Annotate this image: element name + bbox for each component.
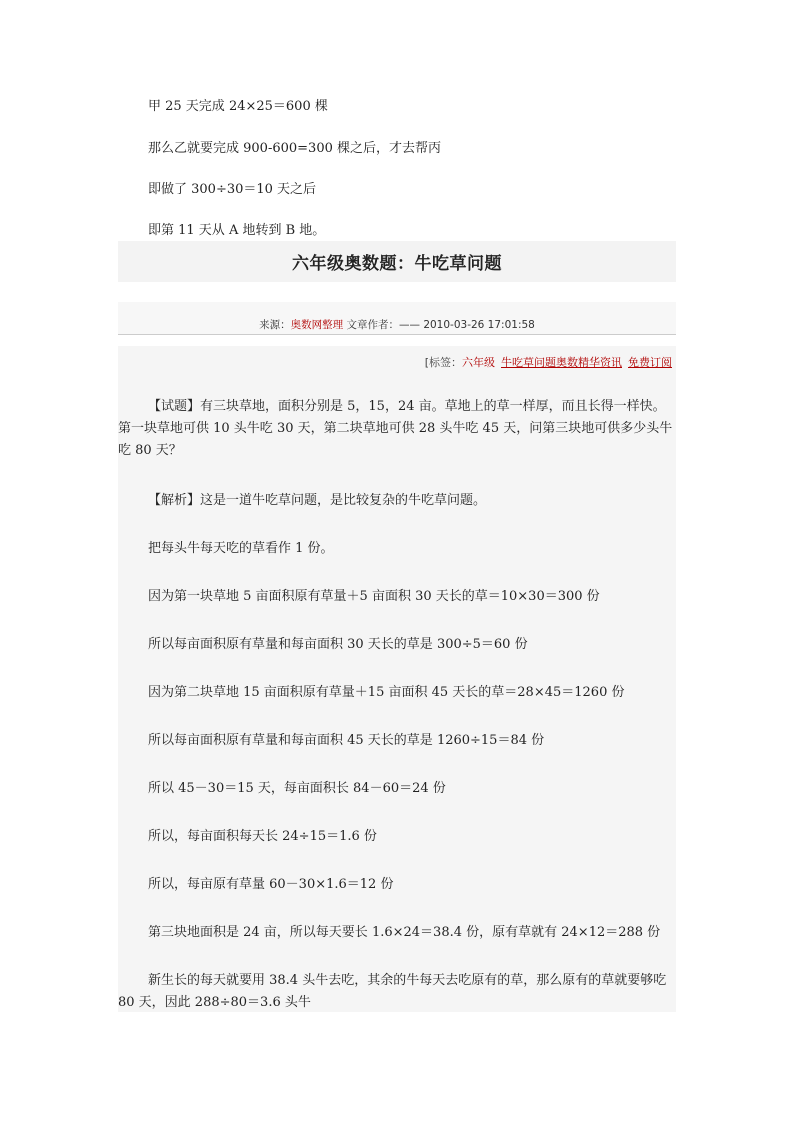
solution-line: 所以 45－30＝15 天，每亩面积长 84－60＝24 份 [148,781,446,796]
solution-line: 所以每亩面积原有草量和每亩面积 30 天长的草是 300÷5＝60 份 [148,637,528,652]
text-line-4: 即第 11 天从 A 地转到 B 地。 [148,223,326,238]
tag-link-news[interactable]: 奥数精华资讯 [556,356,622,369]
tag-link-topic[interactable]: 牛吃草问题 [501,356,556,369]
article-title: 六年级奥数题：牛吃草问题 [292,254,502,274]
solution-line: 因为第一块草地 5 亩面积原有草量＋5 亩面积 30 天长的草＝10×30＝300 份 [148,589,600,604]
article-tags [425,356,672,370]
solution-line: 所以每亩面积原有草量和每亩面积 45 天长的草是 1260÷15＝84 份 [148,733,545,748]
article-meta-bar [118,302,676,335]
text-line-2: 那么乙就要完成 900-600=300 棵之后，才去帮丙 [148,141,441,156]
article-title-bar [118,241,676,282]
text-line-3: 即做了 300÷30＝10 天之后 [148,182,317,197]
solution-line: 所以，每亩原有草量 60－30×1.6＝12 份 [148,877,394,892]
question-paragraph: 【试题】有三块草地，面积分别是 5，15，24 亩。草地上的草一样厚，而且长得一样快。第一块草地可供 10 头牛吃 30 天，第二块草地可供 28 头牛吃 45 天，问第三块地可供多少头牛吃 80 天？ [118,399,673,458]
solution-line: 【解析】这是一道牛吃草问题，是比较复杂的牛吃草问题。 [148,493,487,508]
solution-line: 所以，每亩面积每天长 24÷15＝1.6 份 [148,829,377,844]
tag-link-grade[interactable]: 六年级 [462,356,495,369]
text-line-1: 甲 25 天完成 24×25＝600 棵 [148,99,328,114]
source-link[interactable]: 奥数网整理 [290,319,344,331]
final-paragraph: 新生长的每天就要用 38.4 头牛去吃，其余的牛每天去吃原有的草，那么原有的草就要够吃 80 天，因此 288÷80＝3.6 头牛 [118,973,667,1010]
solution-line: 因为第二块草地 15 亩面积原有草量＋15 亩面积 45 天长的草＝28×45＝1260 份 [148,685,625,700]
source-label: 来源： [259,319,291,331]
author-date: —— 2010-03-26 17:01:58 [398,319,535,331]
tags-prefix: [标签： [424,356,462,369]
tag-link-subscribe[interactable]: 免费订阅 [628,356,672,369]
author-label: 文章作者： [343,319,399,331]
solution-line: 第三块地面积是 24 亩，所以每天要长 1.6×24＝38.4 份，原有草就有 24×12＝288 份 [148,925,661,940]
article-meta [118,319,676,332]
solution-line: 把每头牛每天吃的草看作 1 份。 [148,541,334,556]
